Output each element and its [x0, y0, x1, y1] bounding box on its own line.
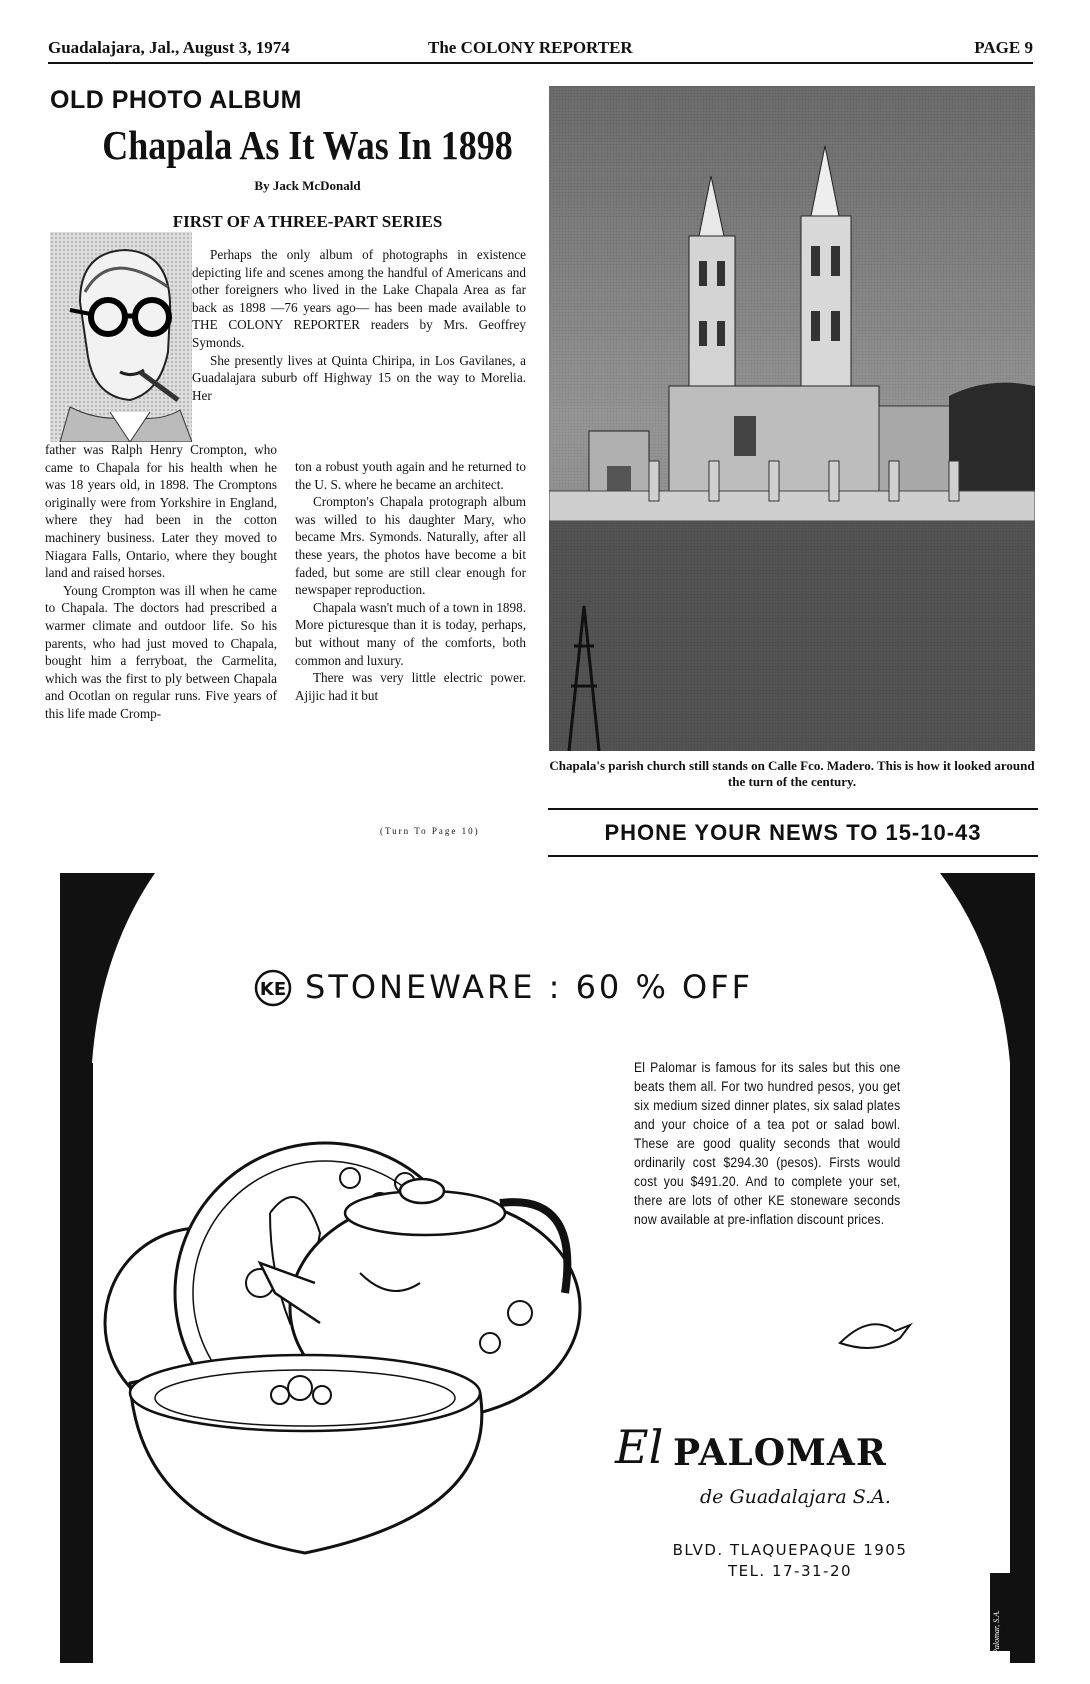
paragraph: There was very little electric power. Ajijic had it but [295, 670, 526, 703]
ad-headline-sep: : [548, 968, 563, 1006]
paragraph: ton a robust youth again and he returned to the U. S. where he became an architect. [295, 459, 526, 492]
paragraph: father was Ralph Henry Crompton, who came to Chapala for his health when he was 18 years old, in 1898. The Cromptons originally were from Yorkshire in England, where they had been in the cotton machinery business. Later they moved to Niagara Falls, Ontario, where they bought land and raised horses. [45, 442, 277, 581]
telephone-line: TEL. 17-31-20 [727, 1562, 853, 1580]
dateline: Guadalajara, Jal., August 3, 1974 [48, 38, 290, 57]
paper-name: The COLONY REPORTER [428, 38, 633, 57]
article-intro [192, 246, 526, 404]
phone-news-banner: PHONE YOUR NEWS TO 15-10-43 [548, 808, 1038, 857]
brand-initial: El [615, 1420, 664, 1474]
section-kicker: OLD PHOTO ALBUM [50, 86, 302, 114]
ad-side-tag [992, 1588, 1010, 1654]
ad-body-copy: El Palomar is famous for its sales but this one beats them all. For two hundred pesos, you get six medium sized dinner plates, six salad plates and your choice of a tea pot or salad bowl. These are good quality seconds that would ordinarily cost $294.30 (pesos). Firsts would cost you $491.20. And to complete your set, there are lots of other KE stoneware seconds now available at pre-inflation discount prices. [634, 1060, 901, 1227]
church-photo [549, 86, 1035, 751]
side-tag-text: Palomar, S.A. [992, 1610, 1001, 1654]
page-number: PAGE 9 [974, 38, 1033, 57]
paragraph: Perhaps the only album of photographs in existence depicting life and scenes among the handful of Americans and other foreigners who lived in the Lake Chapala Area as far back as 1898 —76 years ago— has been made available to THE COLONY REPORTER readers by Mrs. Geoffrey Symonds. [192, 247, 526, 350]
ad-headline-word: STONEWARE [305, 968, 536, 1006]
brand-subtitle: de Guadalajara S.A. [700, 1486, 891, 1508]
continuation-note: (Turn To Page 10) [380, 826, 480, 836]
article-column-left [45, 441, 277, 723]
ke-logo-mark [253, 968, 293, 1008]
store-address [640, 1540, 940, 1582]
paragraph: Young Crompton was ill when he came to Chapala. The doctors had prescribed a warmer climate and outdoor life. So his parents, who had just moved to Chapala, bought him a ferryboat, the Carmelita, which was the first to ply between Chapala and Ocotlan on regular runs. Five years of this life made Cromp- [45, 582, 277, 721]
paragraph: She presently lives at Quinta Chiripa, in Los Gavilanes, a Guadalajara suburb off Highway 15 on the way to Morelia. Her [192, 352, 526, 403]
article-column-right [295, 458, 526, 704]
brand-name: PALOMAR [673, 1432, 887, 1474]
article-headline: Chapala As It Was In 1898 [102, 122, 513, 168]
ad-headline [305, 968, 753, 1006]
paragraph: Crompton's Chapala protograph album was willed to his daughter Mary, who became Mrs. Symonds. Naturally, after all these years, the photos have become a bit faded, but some are still clear enough for newspaper reproduction. [295, 494, 526, 598]
paragraph: Chapala wasn't much of a town in 1898. More picturesque than it is today, perhaps, but without many of the comforts, both common and luxury. [295, 599, 526, 668]
ad-headline-offer: 60 % OFF [575, 968, 754, 1006]
photo-caption: Chapala's parish church still stands on Calle Fco. Madero. This is how it looked around the turn of the century. [549, 758, 1035, 789]
ke-logo [253, 968, 293, 1008]
el-palomar-logo [615, 1420, 905, 1530]
address-line: BLVD. TLAQUEPAQUE 1905 [672, 1541, 908, 1559]
series-label: FIRST OF A THREE-PART SERIES [172, 212, 443, 231]
author-portrait [50, 232, 192, 442]
article-byline: By Jack McDonald [254, 178, 361, 193]
masthead [48, 38, 1033, 64]
ke-logo-text: KE [259, 979, 287, 1000]
